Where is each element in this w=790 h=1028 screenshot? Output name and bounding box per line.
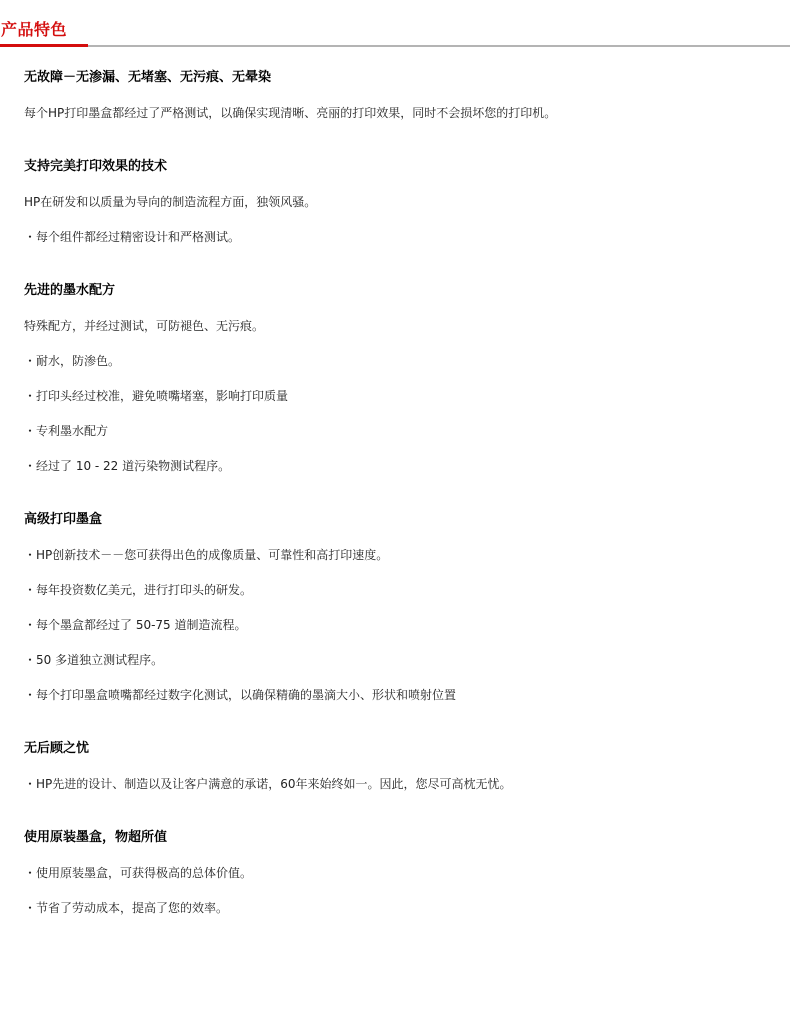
feature-section — [24, 68, 784, 123]
feature-title: 先进的墨水配方 — [24, 283, 116, 298]
feature-list — [24, 62, 784, 918]
feature-line: ・HP先进的设计、制造以及让客户满意的承诺，60年来始终如一。因此，您尽可高枕无忧。 — [24, 777, 512, 791]
feature-line: 每个HP打印墨盒都经过了严格测试，以确保实现清晰、亮丽的打印效果，同时不会损坏您的打印机。 — [24, 106, 557, 120]
feature-section — [24, 157, 784, 247]
header-title: 产品特色 — [1, 20, 68, 39]
feature-title: 无后顾之忧 — [24, 741, 90, 756]
feature-line: ・每个打印墨盒喷嘴都经过数字化测试，以确保精确的墨滴大小、形状和喷射位置 — [24, 688, 457, 702]
feature-title: 无故障－无渗漏、无堵塞、无污痕、无晕染 — [24, 70, 272, 85]
section-header — [0, 0, 790, 48]
feature-section — [24, 739, 784, 794]
feature-title: 使用原装墨盒，物超所值 — [24, 830, 168, 845]
feature-section — [24, 510, 784, 705]
feature-line: ・50 多道独立测试程序。 — [24, 653, 164, 667]
header-divider — [0, 45, 790, 47]
feature-line: ・耐水，防渗色。 — [24, 354, 121, 368]
feature-title: 高级打印墨盒 — [24, 512, 103, 527]
feature-line: ・经过了 10 - 22 道污染物测试程序。 — [24, 459, 231, 473]
feature-section — [24, 281, 784, 476]
feature-line: ・节省了劳动成本，提高了您的效率。 — [24, 901, 229, 915]
feature-line: ・使用原装墨盒，可获得极高的总体价值。 — [24, 866, 253, 880]
feature-line: HP在研发和以质量为导向的制造流程方面，独领风骚。 — [24, 195, 317, 209]
feature-line: ・每年投资数亿美元，进行打印头的研发。 — [24, 583, 253, 597]
feature-line: ・每个墨盒都经过了 50-75 道制造流程。 — [24, 618, 247, 632]
header-accent-bar — [0, 44, 88, 47]
feature-line: ・每个组件都经过精密设计和严格测试。 — [24, 230, 241, 244]
feature-line: ・HP创新技术－－您可获得出色的成像质量、可靠性和高打印速度。 — [24, 548, 389, 562]
feature-line: ・打印头经过校准，避免喷嘴堵塞，影响打印质量 — [24, 389, 289, 403]
feature-title: 支持完美打印效果的技术 — [24, 159, 168, 174]
feature-section — [24, 828, 784, 918]
feature-line: ・专利墨水配方 — [24, 424, 109, 438]
feature-line: 特殊配方，并经过测试，可防褪色、无污痕。 — [24, 319, 265, 333]
